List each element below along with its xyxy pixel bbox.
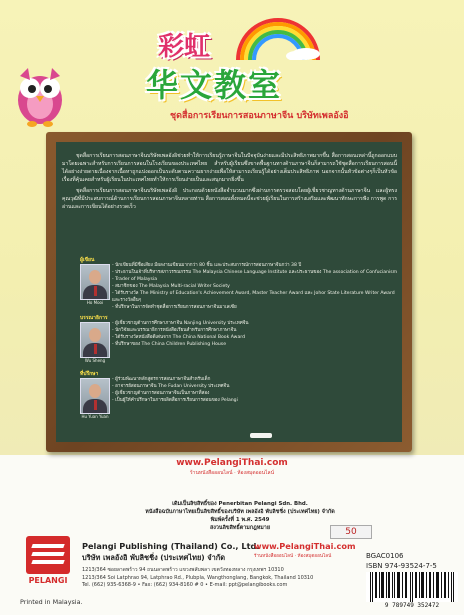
barcode-digits: 9 789749 352472	[384, 602, 440, 609]
credential-line: - ประธานในเจ้าที่บริหารสภาวรรณกรรม The Malaysia Chinese Language Institute และประธานของ The association of Confucianism	[112, 269, 398, 276]
intro-text	[62, 152, 397, 214]
credential-line: - นักเขียนที่มีชื่อเสียง มีผลงานเขียนมากกว่า 80 ชิ้น และประสบการณ์การสอนภาษาจีนกว่า 38 ปี	[112, 262, 398, 269]
chalk-piece	[250, 433, 272, 438]
credential-line: - ผู้เชี่ยวชาญด้านการสอนภาษาจีนเป็นภาษาที่สอง	[112, 390, 398, 397]
title-line-1: 彩虹	[158, 32, 211, 62]
author-credentials	[112, 320, 398, 348]
contact-info: Tel. (662) 935-6368-9 • Fax: (662) 934-8160 # 0 • E-mail: ppt@pelangibooks.com	[82, 582, 288, 588]
copyright-thai: หนังสือฉบับภาษาไทยเป็นลิขสิทธิ์ของบริษัท เพลอังอิ พับลิชชิ่ง (ประเทศไทย) จำกัด	[145, 509, 335, 515]
website-url[interactable]: www.PelangiThai.com	[176, 458, 288, 468]
print-edition: พิมพ์ครั้งที่ 1 พ.ศ. 2549	[210, 517, 270, 523]
isbn-block	[366, 552, 458, 570]
publisher-address	[82, 567, 352, 590]
credential-line: - ผู้เชี่ยวชาญด้านการศึกษาภาษาจีน Nanjing University ประเทศจีน	[112, 320, 398, 327]
credential-line: - ได้รับรางวัล The Ministry of Education's Achievement Award, Master Teacher Award และ Johor State Literature Writer Award และรางวัลอื่นๆ	[112, 290, 398, 304]
author-credentials	[112, 262, 398, 311]
author-credentials	[112, 376, 398, 404]
title-line-2: 华文教室	[146, 66, 283, 104]
publisher-name-thai: บริษัท เพลอังอิ พับลิชชิ่ง (ประเทศไทย) จำกัด	[82, 553, 225, 562]
author-photo-caption: Ho Mooi	[86, 300, 104, 305]
credential-line: - ได้รับรางวัลหนังสือดีเด่นจาก The China National Book Award	[112, 334, 398, 341]
website-banner	[0, 458, 464, 477]
author-photo	[80, 378, 110, 414]
author-role-tag: บรรณาธิการ	[80, 315, 108, 321]
printed-in: Printed in Malaysia.	[20, 598, 83, 606]
credential-line: - สมาชิกของ The Malaysia Multi-racial Writer Society	[112, 283, 398, 290]
author-photo	[80, 322, 110, 358]
publisher-tagline: ร้านหนังสือออนไลน์ · ห้องสมุดออนไลน์	[254, 554, 332, 559]
address-thai: 1213/364 ซอยลาดพร้าว 94 ถนนลาดพร้าว แขวงพลับพลา เขตวังทองหลาง กรุงเทพฯ 10310	[82, 567, 284, 573]
pelangi-logo	[20, 536, 76, 590]
series-subtitle: ชุดสื่อการเรียนการสอนภาษาจีน บริษัทเพลอังอิ	[170, 111, 349, 121]
author-photo-caption: Hu Yuan Yuan	[81, 414, 109, 419]
barcode-icon	[366, 572, 458, 602]
isbn-number: ISBN 974-93524-7-5	[366, 562, 437, 570]
publisher-url[interactable]: www.PelangiThai.com	[254, 541, 356, 551]
price-sticker: 50	[330, 525, 372, 539]
book-title	[146, 22, 316, 104]
author-photo	[80, 264, 110, 300]
website-tagline: ร้านหนังสือออนไลน์ · ห้องสมุดออนไลน์	[189, 470, 275, 476]
barcode	[366, 572, 458, 609]
book-code: BGAC0106	[366, 552, 404, 560]
author-photo-caption: Wu Sheng	[84, 358, 106, 363]
rights-reserved: สงวนลิขสิทธิ์ตามกฎหมาย	[209, 525, 270, 531]
copyright-original: เดิมเป็นลิขสิทธิ์ของ Penerbitan Pelangi Sdn. Bhd.	[172, 501, 308, 507]
logo-wordmark: PELANGI	[28, 576, 68, 585]
publisher-name: Pelangi Publishing (Thailand) Co., Ltd.	[82, 541, 260, 551]
author-role-tag: ผู้เขียน	[80, 257, 95, 263]
credential-line: - เป็นผู้ให้คำปรึกษาในการผลิตสื่อการเรียนการสอนของ Pelangi	[112, 397, 398, 404]
credential-line: - Trader of Malaysia	[112, 276, 398, 283]
credential-line: - ผู้ร่วมพัฒนาหลักสูตรการสอนภาษาจีนสำหรับเด็ก	[112, 376, 398, 383]
credential-line: - ที่ปรึกษาในการจัดทำชุดสื่อการเรียนการสอนภาษาจีนมาเลเซีย	[112, 304, 398, 311]
credential-line: - นักวิจัยและบรรณาธิการหนังสือเรียนสำหรับการศึกษาภาษาจีน	[112, 327, 398, 334]
credential-line: - ที่ปรึกษาของ The China Children Publishing House	[112, 341, 398, 348]
intro-paragraph-1: ชุดสื่อการเรียนการสอนภาษาจีนบริษัทเพลอังอิช่วยทำให้การเรียนรู้ภาษาจีนในปัจจุบันง่ายและมีประสิทธิภาพมากขึ้น สื่อการสอนเหล่านี้ถูกออกแบบมาโดยเฉพาะสำหรับการเรียนการสอนในโรงเรียนของประเทศไทย สำหรับผู้เรียนซึ่งขาดพื้นฐานทางด้านภาษาจีนก็สามารถใช้ชุดสื่อการเรียนการสอนนี้ได้อย่างง่ายดายเนื่องจากเนื้อหาถูกแบ่งออกเป็นระดับตามความยากง่ายเพื่อให้สามารถเรียนรู้ได้อย่างเต็มประสิทธิภาพ นอกจากนั้นหัวข้อต่างๆก็เป็นหัวข้อเรื่องที่คุ้นเคยสำหรับผู้เรียนในประเทศไทยทำให้การเรียนง่ายเป็นและสนุกมากยิ่งขึ้น	[62, 153, 397, 183]
author-role-tag: ที่ปรึกษา	[80, 371, 99, 377]
publisher-block	[82, 541, 356, 590]
credential-line: - อาจารย์สอนภาษาจีน The Fudan University ประเทศจีน	[112, 383, 398, 390]
pelangi-logo-icon	[26, 536, 70, 574]
intro-paragraph-2: ชุดสื่อการเรียนการสอนภาษาจีนบริษัทเพลอังอิ ประกอบด้วยหนังสือจำนวนมากซึ่งผ่านการตรวจสอบโดยผู้เชี่ยวชาญทางด้านภาษาจีน และผู้ทรงคุณวุฒิที่มีประสบการณ์ด้านการเรียนการสอนภาษาจีนหลายท่าน สื่อการสอนทั้งหมดนี้จะช่วยผู้เรียนในการสร้างเสริมและพัฒนาทักษะการฟัง การพูด การอ่านและการเขียนได้อย่างรวดเร็ว	[62, 188, 397, 210]
owl-mascot-icon	[10, 56, 70, 128]
address-english: 1213/364 Soi Latphrao 94, Latphrao Rd., Plubpla, Wangthonglang, Bangkok, Thailand 10310	[82, 574, 314, 581]
